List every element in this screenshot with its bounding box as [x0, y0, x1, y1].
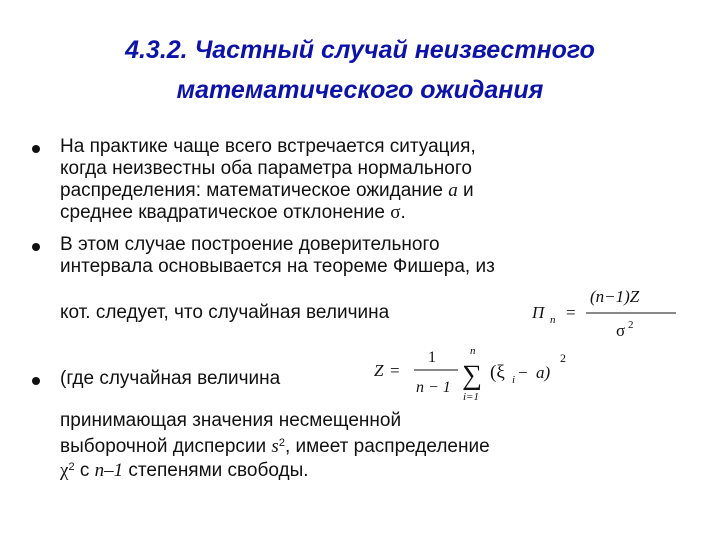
variable-a: a [448, 180, 458, 201]
variable-s: s [271, 436, 279, 457]
bullet-3-line-3-text: выборочной дисперсии [60, 436, 272, 457]
formula-pearson-denominator: σ [616, 321, 626, 340]
bullet-1-line-4-end: . [400, 202, 406, 223]
formula-pearson [528, 284, 688, 346]
bullet-marker [32, 145, 40, 153]
bullet-1-line-1: На практике чаще всего встречается ситуация, [60, 136, 476, 157]
formula-z-eq: = [390, 361, 400, 380]
formula-z-frac-den: n − 1 [416, 379, 451, 396]
bullet-1-line-3-text: распределения: математическое ожидание [60, 180, 449, 201]
formula-z-frac-num: 1 [428, 349, 436, 366]
variable-chi: χ [60, 460, 69, 481]
bullet-3-line-4-end: степенями свободы. [123, 460, 309, 481]
formula-pearson-lhs: Π [532, 303, 545, 322]
formula-z-body-minus: − [518, 363, 528, 382]
bullet-1-line-4-text: среднее квадратическое отклонение [60, 202, 391, 223]
formula-pearson-lhs-sub: n [550, 314, 556, 326]
bullet-2-line-3: кот. следует, что случайная величина [60, 302, 390, 323]
bullet-2-line-2: интервала основывается на теореме Фишера, из [60, 256, 495, 277]
bullet-1-line-2: когда неизвестны оба параметра нормального [60, 158, 472, 179]
bullet-3-line-3-end: , имеет распределение [284, 436, 490, 457]
formula-pearson-eq: = [566, 303, 576, 322]
variable-chi-sup: 2 [68, 461, 75, 473]
formula-z-body-a: a) [536, 363, 551, 382]
bullet-3-line-1: (где случайная величина [60, 368, 281, 389]
variable-sigma: σ [390, 202, 401, 223]
formula-z-lhs: Z [374, 361, 384, 380]
formula-z-body: (ξ [490, 362, 505, 383]
bullet-3-line-4-mid: с [74, 460, 95, 481]
formula-z-power: 2 [560, 351, 566, 365]
bullet-1-line-3-end: и [457, 180, 474, 201]
variable-n-minus-1: n–1 [94, 460, 124, 481]
formula-z [370, 340, 590, 408]
bullet-1-line-4 [60, 202, 406, 224]
formula-pearson-numerator: (n−1)Z [590, 287, 640, 306]
variable-s-sup: 2 [278, 437, 285, 449]
formula-z-body-sub: i [512, 374, 516, 386]
bullet-1-line-3 [60, 180, 474, 202]
formula-z-sum-symbol: ∑ [462, 360, 482, 391]
title-line-2: математического ожидания [176, 76, 544, 104]
formula-pearson-denominator-sup: 2 [628, 319, 634, 331]
bullet-3-line-4 [60, 456, 309, 482]
bullet-2-line-1: В этом случае построение доверительного [60, 234, 440, 255]
bullet-3-line-3 [60, 432, 490, 458]
title-line-1: 4.3.2. Частный случай неизвестного [125, 36, 595, 64]
slide-title [30, 30, 690, 110]
bullet-3-line-2: принимающая значения несмещенной [60, 410, 402, 431]
bullet-marker [32, 377, 40, 385]
bullet-marker [32, 243, 40, 251]
formula-z-sum-upper: n [470, 345, 476, 357]
formula-z-sum-lower: i=1 [463, 391, 479, 403]
